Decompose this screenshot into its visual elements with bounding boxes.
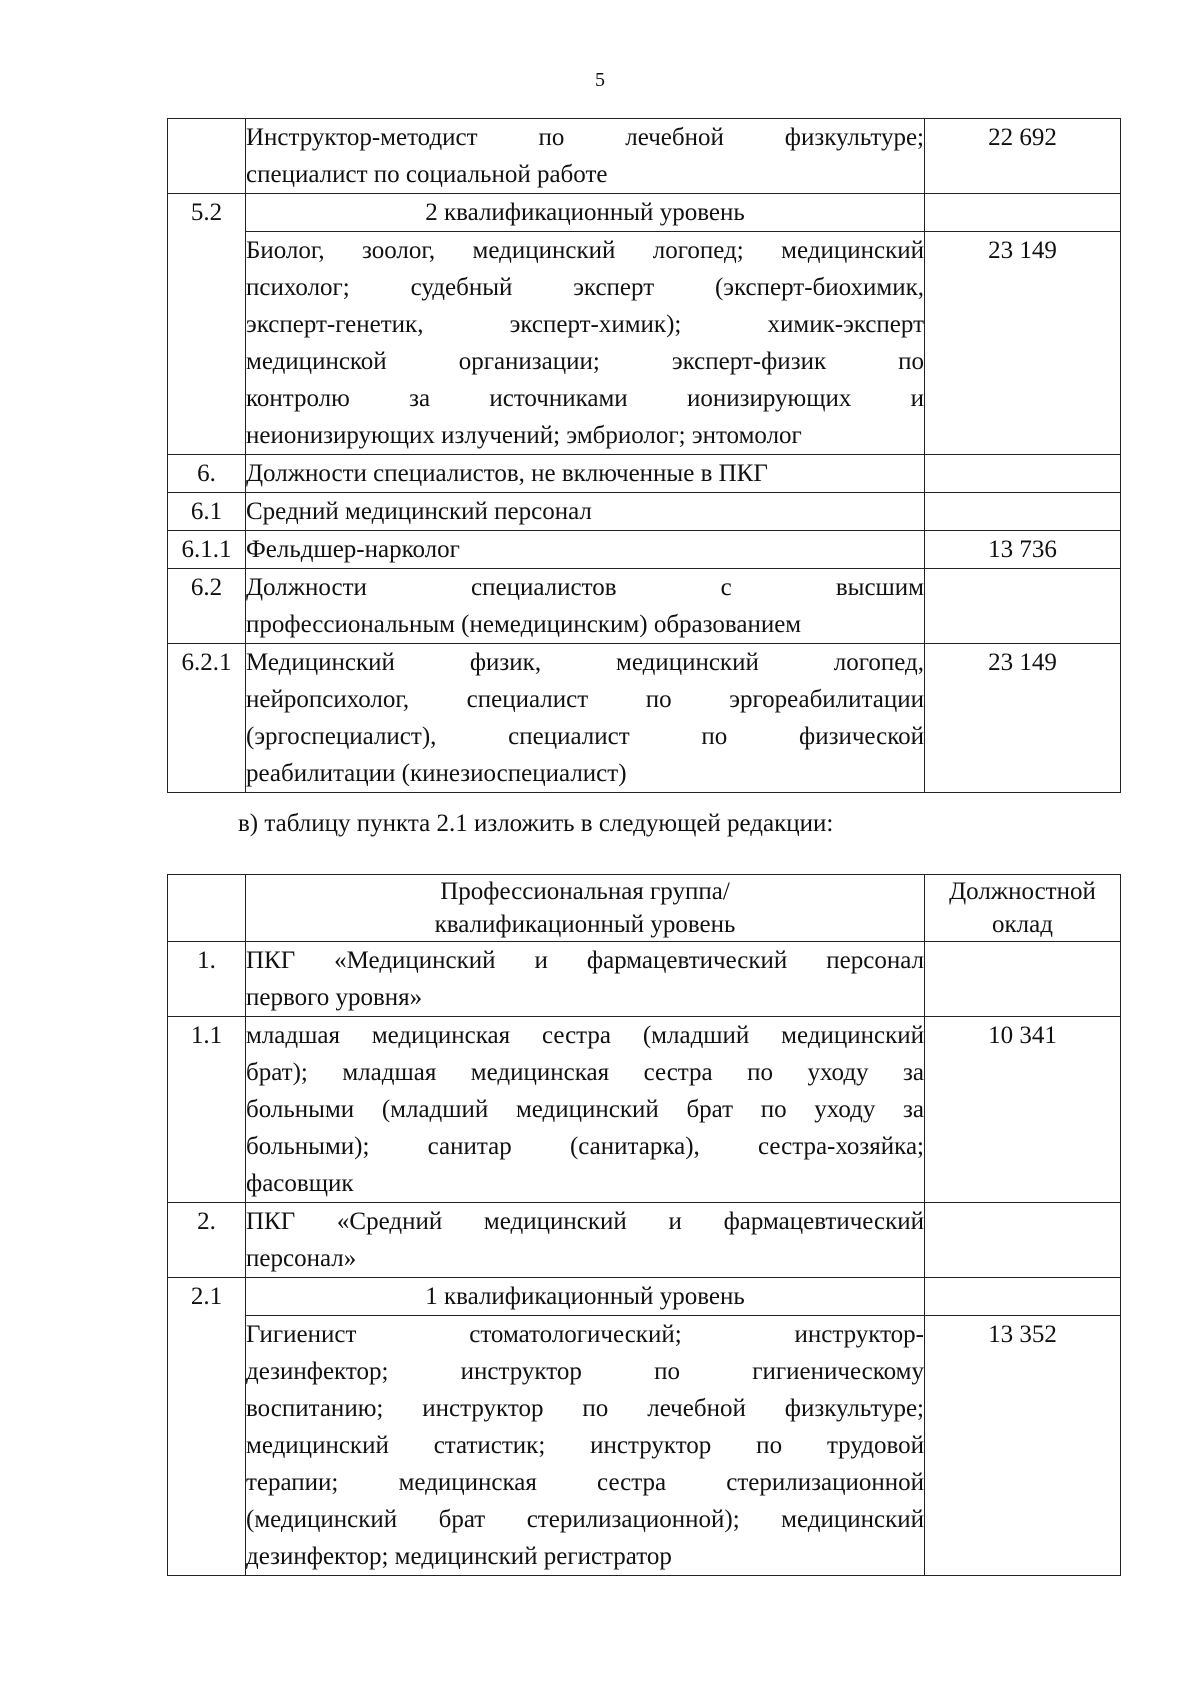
level-heading-cell: 2 квалификационный уровень: [246, 194, 925, 232]
description-line: брат); младшая медицинская сестра по уходу за: [246, 1059, 924, 1086]
salary-table-top-body: [168, 119, 1121, 793]
description-line: терапии; медицинская сестра стерилизационной: [246, 1469, 924, 1496]
table-header-row: [168, 875, 1121, 942]
description-line: ПКГ «Средний медицинский и фармацевтический: [246, 1208, 924, 1235]
description-line: Биолог, зоолог, медицинский логопед; медицинский: [246, 237, 924, 264]
description-line: нейропсихолог, специалист по эргореабилитации: [246, 686, 924, 713]
table-row: [168, 1203, 1121, 1278]
salary-value-cell: [925, 493, 1121, 531]
row-description-cell: [246, 942, 925, 1017]
salary-value-cell: [925, 1278, 1121, 1316]
table-row: [168, 1316, 1121, 1576]
description-line: медицинский статистик; инструктор по трудовой: [246, 1432, 924, 1459]
description-line: медицинской организации; эксперт-физик по: [246, 348, 924, 375]
salary-value-cell: [925, 1203, 1121, 1278]
table-row: [168, 942, 1121, 1017]
table-row: [168, 194, 1121, 232]
description-line: больными (младший медицинский брат по уходу за: [246, 1096, 924, 1123]
row-number-cell: 6.: [168, 455, 246, 493]
header-group-line: Профессиональная группа/: [440, 878, 730, 905]
row-number-cell: 2.: [168, 1203, 246, 1278]
description-line: Инструктор-методист по лечебной физкультуре;: [246, 124, 924, 151]
description-line: реабилитации (кинезиоспециалист): [246, 760, 627, 787]
description-line: психолог; судебный эксперт (эксперт-биохимик,: [246, 274, 924, 301]
description-line: эксперт-генетик, эксперт-химик); химик-эксперт: [246, 311, 924, 338]
row-number-cell: [168, 232, 246, 455]
header-salary-line: Должностной: [949, 878, 1096, 905]
description-line: персонал»: [246, 1245, 357, 1272]
row-description-cell: Фельдшер-нарколог: [246, 531, 925, 569]
salary-value-cell: [925, 942, 1121, 1017]
description-line: больными); санитар (санитарка), сестра-хозяйка;: [246, 1133, 924, 1160]
row-description-cell: [246, 1203, 925, 1278]
description-line: профессиональным (немедицинским) образованием: [246, 611, 802, 638]
description-line: Медицинский физик, медицинский логопед,: [246, 649, 924, 676]
header-salary-line: оклад: [992, 911, 1053, 938]
row-description-cell: [246, 1316, 925, 1576]
table-row: [168, 569, 1121, 644]
table-row: [168, 119, 1121, 194]
salary-table-top: [167, 118, 1121, 793]
page-number: 5: [595, 69, 605, 91]
row-description-cell: [246, 232, 925, 455]
header-group-cell: [246, 875, 925, 942]
table-row: [168, 644, 1121, 793]
row-number-cell: [168, 119, 246, 194]
header-group-line: квалификационный уровень: [434, 911, 736, 938]
intro-text: в) таблицу пункта 2.1 изложить в следующей редакции:: [238, 810, 834, 837]
row-number-cell: 5.2: [168, 194, 246, 232]
salary-table-bottom-body: [168, 942, 1121, 1576]
row-description-cell: [246, 119, 925, 194]
table-row: [168, 531, 1121, 569]
row-description-cell: Должности специалистов, не включенные в ПКГ: [246, 455, 925, 493]
row-description-cell: [246, 569, 925, 644]
salary-value-cell: 23 149: [925, 232, 1121, 455]
description-line: первого уровня»: [246, 984, 423, 1011]
table-row: [168, 1278, 1121, 1316]
table-row: [168, 455, 1121, 493]
row-number-cell: 6.2: [168, 569, 246, 644]
salary-value-cell: [925, 194, 1121, 232]
row-number-cell: 1.1: [168, 1017, 246, 1203]
salary-table-bottom: [167, 874, 1121, 1576]
row-number-cell: 1.: [168, 942, 246, 1017]
salary-value-cell: 22 692: [925, 119, 1121, 194]
row-number-cell: [168, 1316, 246, 1576]
row-description-cell: [246, 1017, 925, 1203]
header-num-cell: [168, 875, 246, 942]
row-description-cell: Средний медицинский персонал: [246, 493, 925, 531]
row-number-cell: 6.1.1: [168, 531, 246, 569]
salary-value-cell: 10 341: [925, 1017, 1121, 1203]
row-number-cell: 6.1: [168, 493, 246, 531]
row-description-cell: [246, 644, 925, 793]
table-row: [168, 1017, 1121, 1203]
table-row: [168, 232, 1121, 455]
description-line: Должности специалистов с высшим: [246, 574, 924, 601]
description-line: Гигиенист стоматологический; инструктор-: [246, 1321, 924, 1348]
description-line: специалист по социальной работе: [246, 161, 608, 188]
salary-value-cell: [925, 455, 1121, 493]
description-line: младшая медицинская сестра (младший медицинский: [246, 1022, 924, 1049]
level-heading-cell: 1 квалификационный уровень: [246, 1278, 925, 1316]
header-salary-cell: [925, 875, 1121, 942]
description-line: дезинфектор; медицинский регистратор: [246, 1543, 672, 1570]
description-line: (эргоспециалист), специалист по физической: [246, 723, 924, 750]
description-line: контролю за источниками ионизирующих и: [246, 385, 924, 412]
salary-value-cell: [925, 569, 1121, 644]
description-line: неионизирующих излучений; эмбриолог; энтомолог: [246, 422, 802, 449]
description-line: фасовщик: [246, 1170, 354, 1197]
row-number-cell: 2.1: [168, 1278, 246, 1316]
description-line: дезинфектор; инструктор по гигиеническому: [246, 1358, 924, 1385]
description-line: воспитанию; инструктор по лечебной физкультуре;: [246, 1395, 924, 1422]
salary-value-cell: 13 736: [925, 531, 1121, 569]
table-row: [168, 493, 1121, 531]
salary-value-cell: 13 352: [925, 1316, 1121, 1576]
description-line: (медицинский брат стерилизационной); медицинский: [246, 1506, 924, 1533]
row-number-cell: 6.2.1: [168, 644, 246, 793]
salary-value-cell: 23 149: [925, 644, 1121, 793]
description-line: ПКГ «Медицинский и фармацевтический персонал: [246, 947, 924, 974]
